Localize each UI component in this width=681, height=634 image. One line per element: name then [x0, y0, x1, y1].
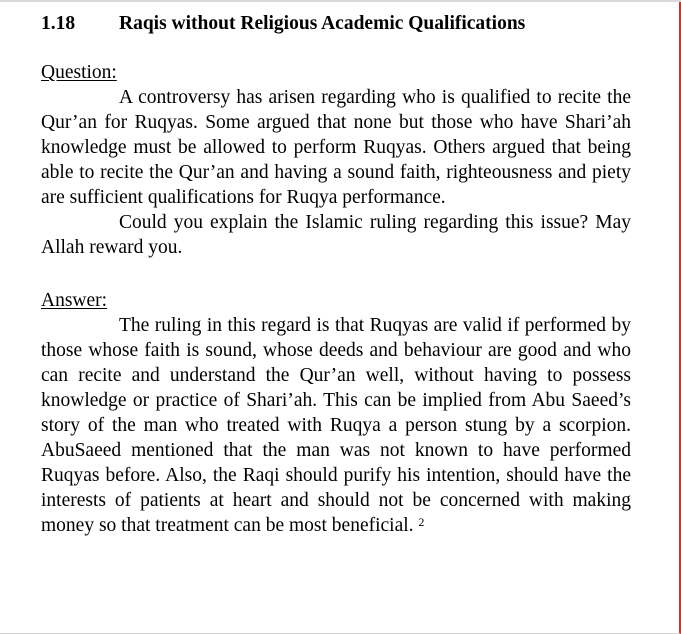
document-body — [41, 8, 631, 538]
answer-paragraph — [41, 313, 631, 538]
section-number: 1.18 — [41, 13, 76, 34]
answer-label: Answer: — [41, 290, 108, 311]
section-heading — [41, 8, 631, 40]
top-rule — [0, 0, 681, 2]
question-paragraph-2: Could you explain the Islamic ruling regarding this issue? May Allah reward you. — [41, 212, 631, 258]
section-title: Raqis without Religious Academic Qualifications — [119, 13, 526, 34]
footnote-reference[interactable]: 2 — [418, 515, 425, 529]
question-label: Question: — [41, 62, 117, 83]
question-paragraph-1: A controversy has arisen regarding who is qualified to recite the Qur’an for Ruqyas. Some argued that none but those who have Shari’ah knowledge must be allowed to perform Ruqyas. Others argued that being able to recite the Qur’an and having a sound faith, righteousness and piety are sufficient qualifications for Ruqya performance. — [41, 87, 631, 208]
answer-text: The ruling in this regard is that Ruqyas are valid if performed by those whose faith is sound, whose deeds and behaviour are good and who can recite and understand the Qur’an well, without having to possess knowledge or practice of Shari’ah. This can be implied from Abu Saeed’s story of the man who treated with Ruqya a person stung by a scorpion. AbuSaeed mentioned that the man was not known to have performed Ruqyas before. Also, the Raqi should purify his intention, should have the interests of patients at heart and should not be concerned with making money so that treatment can be most beneficial. — [41, 315, 631, 536]
